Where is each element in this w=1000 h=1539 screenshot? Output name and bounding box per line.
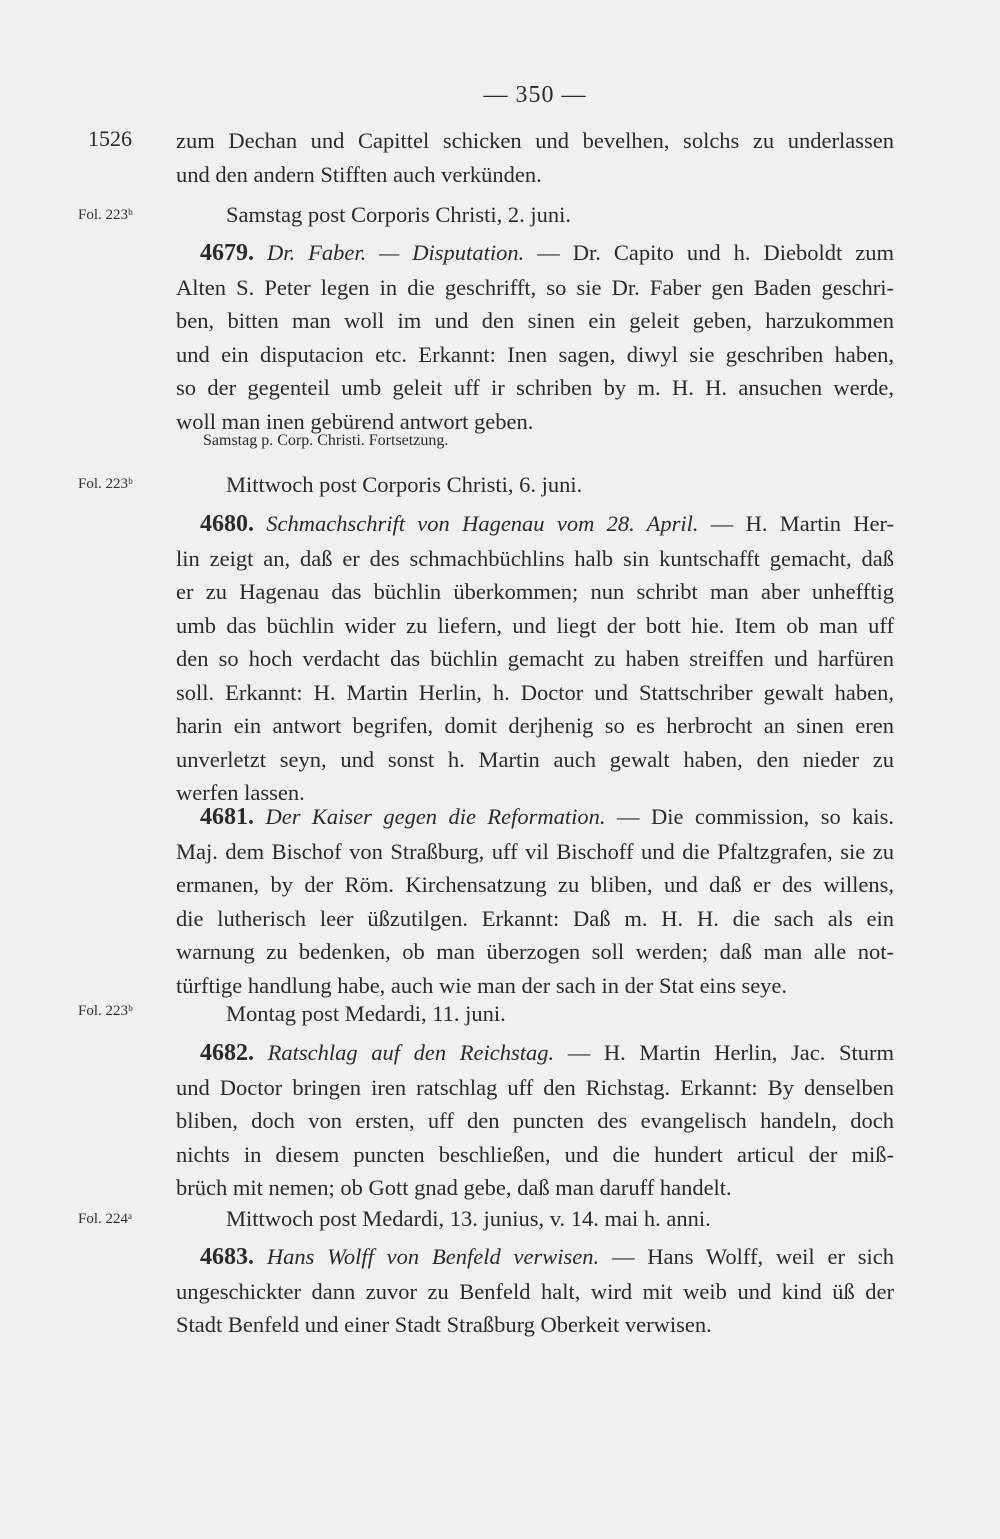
entry-line: ungeschickter dann zuvor zu Benfeld halt, wird mit weib und kind üß der [176, 1278, 894, 1304]
entry-number: 4681. [200, 804, 254, 830]
entry-line: lin zeigt an, daß er des schmachbüchlins halb sin kuntschafft gemacht, daß [176, 545, 894, 571]
entry-text: — Hans Wolff, weil er sich [611, 1244, 895, 1269]
margin-folio-1: Fol. 223ᵇ [78, 207, 133, 223]
intro-line: und den andern Stifften auch verkünden. [176, 161, 542, 187]
entry-line: unverletzt seyn, und sonst h. Martin auch gewalt haben, den nieder zu [176, 746, 894, 772]
entry-number: 4679. [200, 240, 254, 266]
margin-year: 1526 [88, 126, 132, 151]
entry-line: ermanen, by der Röm. Kirchensatzung zu bliben, und daß er des willens, [176, 872, 894, 897]
entry-line: nichts in diesem puncten beschließen, und die hundert articul der miß- [176, 1141, 894, 1167]
entry-4679 [176, 236, 894, 438]
entry-4682 [176, 1036, 894, 1205]
margin-folio-3: Fol. 223ᵇ [78, 1003, 133, 1019]
entry-title: Hans Wolff von Benfeld verwisen. [266, 1244, 600, 1269]
date-heading-3: Montag post Medardi, 11. juni. [226, 1001, 506, 1026]
entry-first-line [176, 507, 894, 542]
entry-title: Ratschlag auf den Reichstag. [267, 1040, 555, 1065]
entry-line: die lutherisch leer üßzutilgen. Erkannt: Daß m. H. H. die sach als ein [176, 905, 894, 931]
entry-line: brüch mit nemen; ob Gott gnad gebe, daß man daruff handelt. [176, 1175, 732, 1200]
entry-line: Alten S. Peter legen in die geschrifft, so sie Dr. Faber gen Baden geschri- [176, 274, 894, 300]
entry-line: türftige handlung habe, auch wie man der sach in der Stat eins seye. [176, 972, 788, 998]
date-heading-4: Mittwoch post Medardi, 13. junius, v. 14. mai h. anni. [226, 1206, 711, 1231]
entry-title: Schmachschrift von Hagenau vom 28. April. [266, 511, 699, 536]
date-heading-2: Mittwoch post Corporis Christi, 6. juni. [226, 472, 583, 497]
entry-first-line [176, 800, 894, 835]
entry-line: umb das büchlin wider zu liefern, und liegt der bott hie. Item ob man uff [176, 612, 894, 638]
page-number: — 350 — [483, 82, 587, 108]
entry-text: — Die commission, so kais. [617, 804, 895, 829]
entry-line: ben, bitten man woll im und den sinen ein geleit geben, harzukommen [176, 308, 894, 333]
entry-line: den so hoch verdacht das büchlin gemacht zu haben streiffen und harfüren [176, 646, 894, 671]
entry-line: werfen lassen. [176, 780, 305, 805]
intro-paragraph [176, 124, 894, 191]
margin-folio-4: Fol. 224ᵃ [78, 1211, 133, 1227]
entry-line: warnung zu bedenken, ob man überzogen soll werden; daß man alle not- [176, 939, 894, 964]
entry-line: woll man inen gebürend antwort geben. [176, 408, 534, 434]
sub-note: Samstag p. Corp. Christi. Fortsetzung. [203, 432, 449, 449]
entry-line: soll. Erkannt: H. Martin Herlin, h. Doctor und Stattschriber gewalt haben, [176, 679, 894, 705]
entry-line: und ein disputacion etc. Erkannt: Inen sagen, diwyl sie geschriben haben, [176, 341, 894, 367]
date-heading-1: Samstag post Corporis Christi, 2. juni. [226, 202, 572, 227]
entry-line: und Doctor bringen iren ratschlag uff den Richstag. Erkannt: By denselben [176, 1074, 894, 1100]
entry-number: 4682. [200, 1040, 254, 1066]
entry-line: Maj. dem Bischof von Straßburg, uff vil Bischoff und die Pfaltzgrafen, sie zu [176, 838, 894, 864]
entry-first-line [176, 236, 894, 271]
entry-4680 [176, 507, 894, 810]
margin-folio-2: Fol. 223ᵇ [78, 476, 133, 492]
entry-4681 [176, 800, 894, 1002]
entry-line: bliben, doch von ersten, uff den puncten des evangelisch handeln, doch [176, 1108, 894, 1133]
entry-line: er zu Hagenau das büchlin überkommen; nun schribt man aber unhefftig [176, 579, 894, 604]
entry-number: 4683. [200, 1244, 254, 1270]
entry-first-line [176, 1240, 894, 1275]
entry-text: — H. Martin Her- [710, 511, 895, 536]
entry-text: — H. Martin Herlin, Jac. Sturm [567, 1040, 895, 1065]
entry-title: Der Kaiser gegen die Reformation. [265, 804, 606, 829]
entry-line: Stadt Benfeld und einer Stadt Straßburg Oberkeit verwisen. [176, 1312, 712, 1337]
entry-text: — Dr. Capito und h. Dieboldt zum [537, 240, 895, 265]
entry-first-line [176, 1036, 894, 1071]
entry-number: 4680. [200, 511, 254, 537]
entry-4683 [176, 1240, 894, 1342]
intro-line: zum Dechan und Capittel schicken und bevelhen, solchs zu underlassen [176, 128, 894, 153]
entry-line: harin ein antwort begrifen, domit derjhenig so es herbrocht an sinen eren [176, 713, 894, 738]
entry-title: Dr. Faber. — Disputation. [267, 240, 525, 265]
entry-line: so der gegenteil umb geleit uff ir schriben by m. H. H. ansuchen werde, [176, 375, 894, 400]
